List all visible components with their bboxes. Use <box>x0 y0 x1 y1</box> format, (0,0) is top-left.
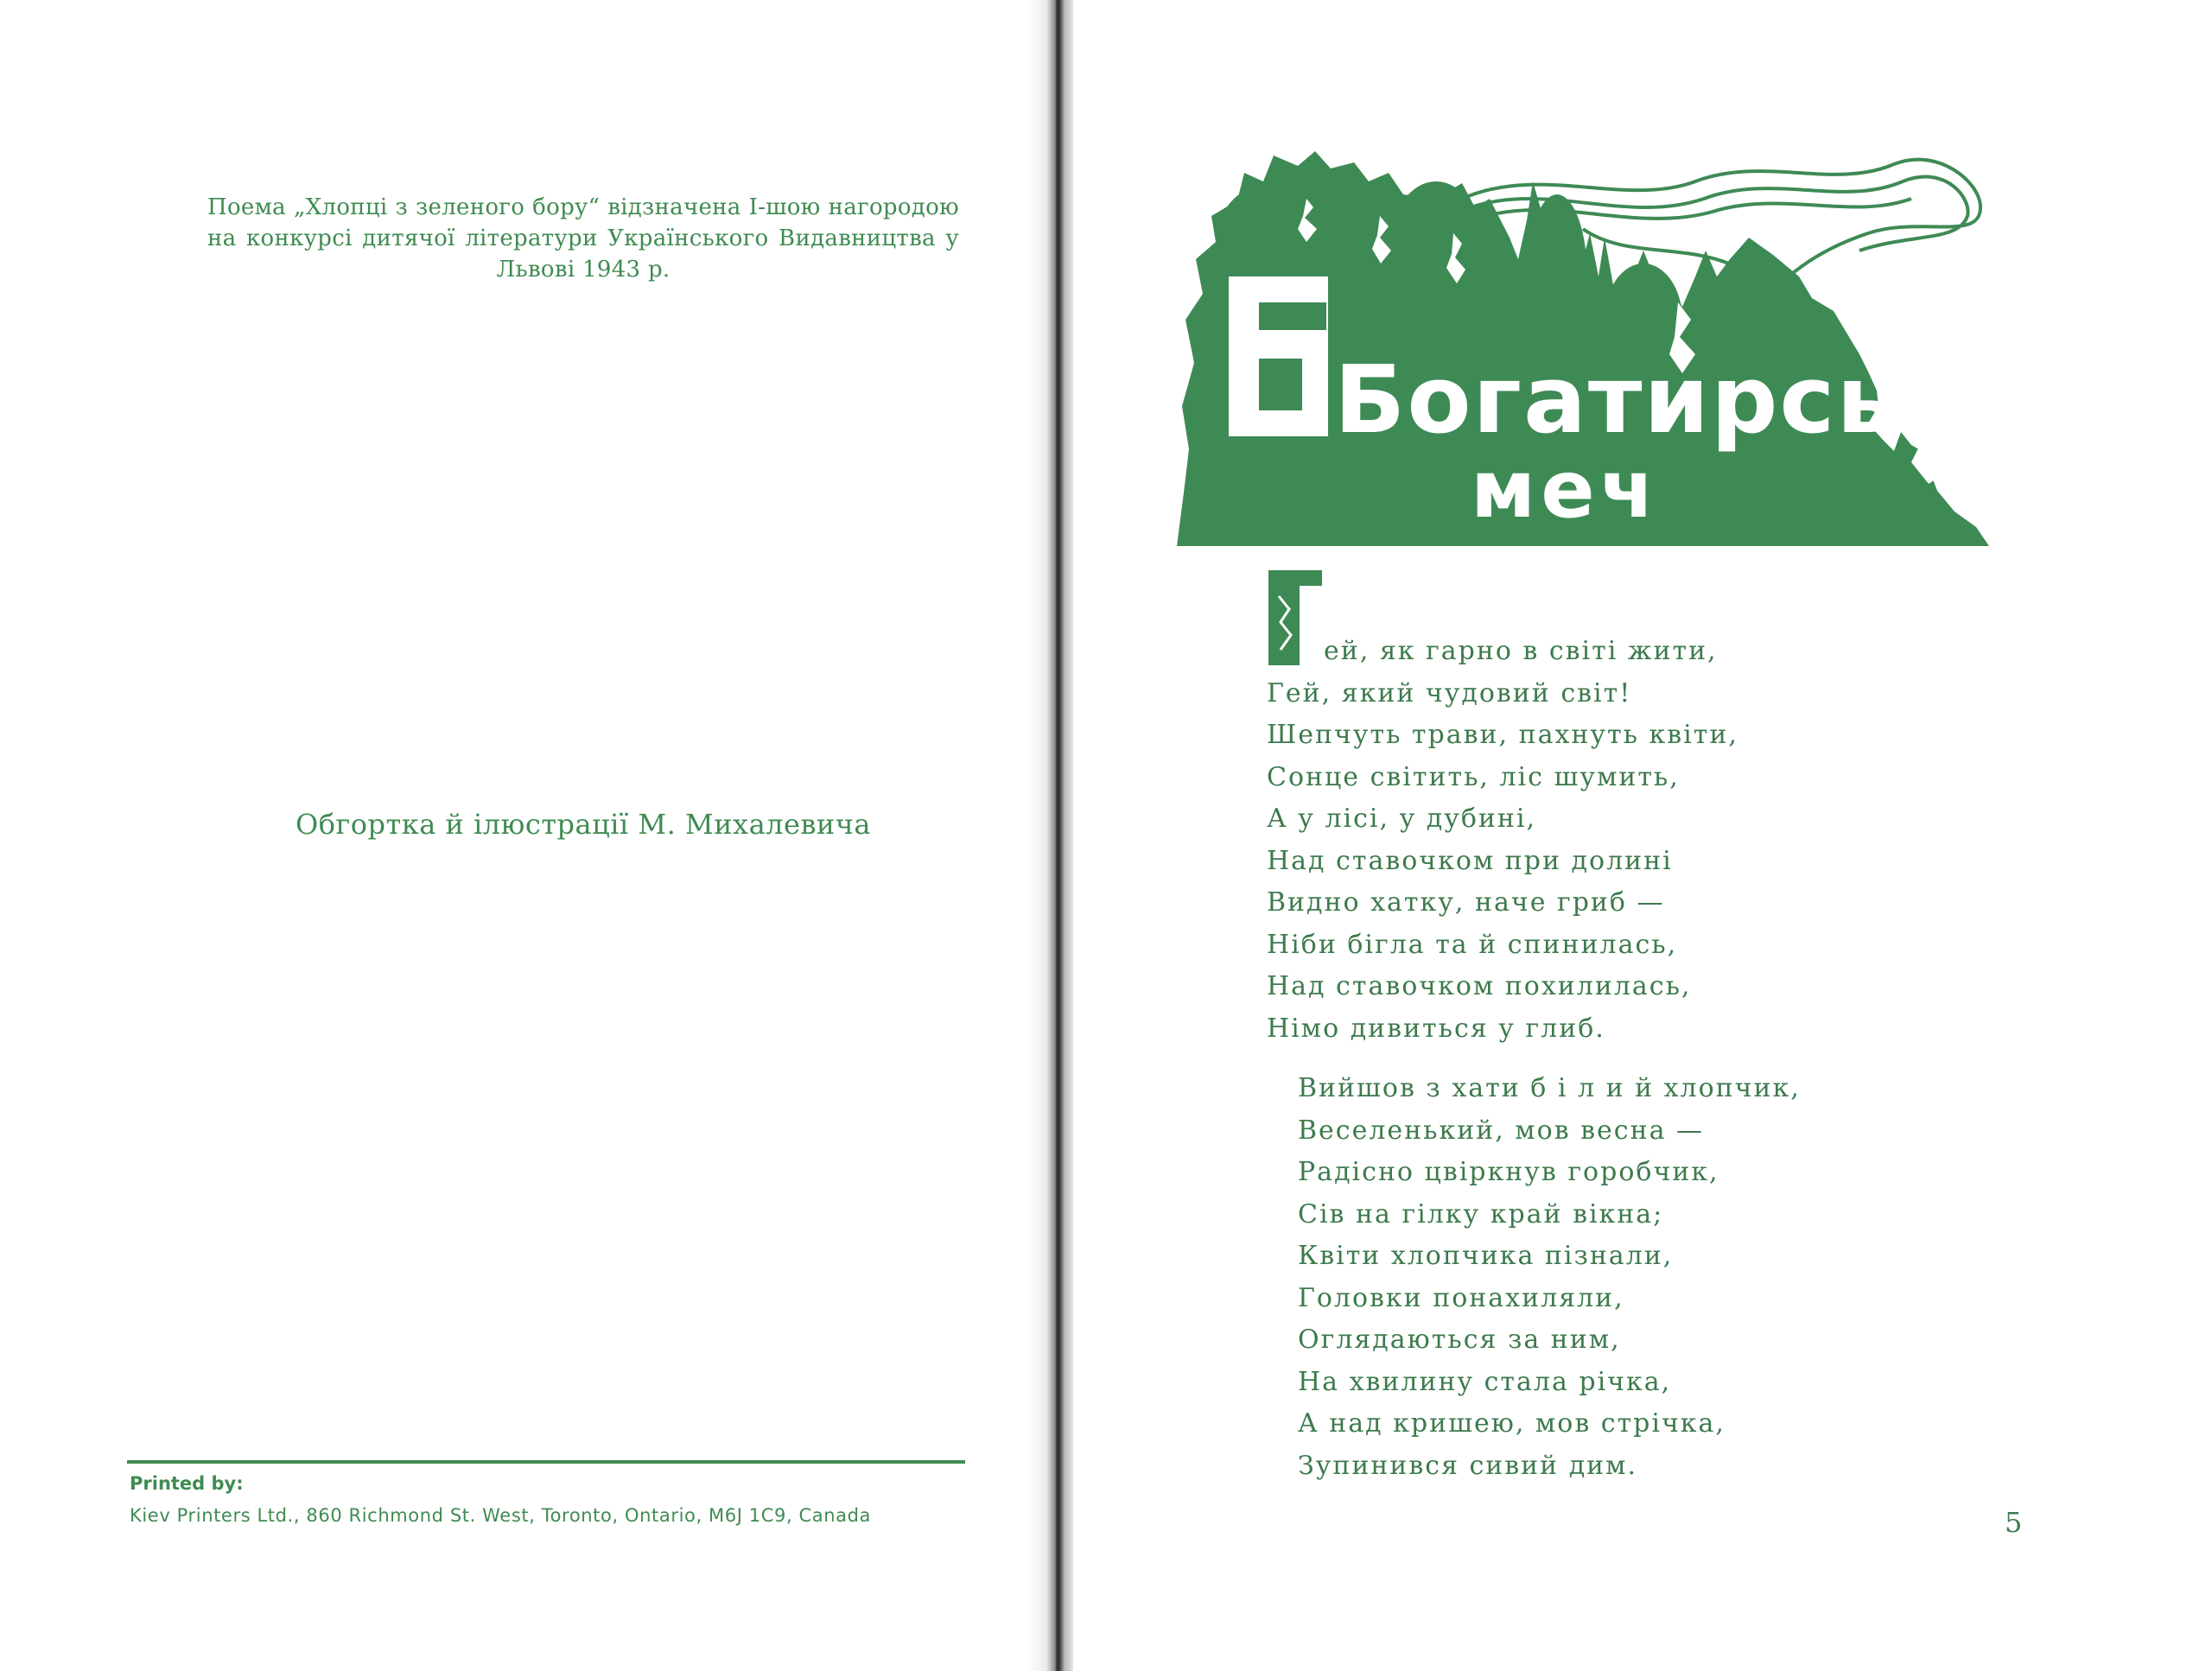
illustrator-credit: Обгортка й ілюстрації М. Михалевича <box>296 808 871 841</box>
page-number: 5 <box>2005 1506 2023 1539</box>
poem-line: Над ставочком при долині <box>1267 845 1673 876</box>
poem-line: Оглядаються за ним, <box>1298 1325 1621 1355</box>
title-line-2: меч <box>1471 443 1660 536</box>
poem-line: Гей, який чудовий світ! <box>1267 677 1632 708</box>
poem-line: На хвилину стала річка, <box>1298 1366 1672 1397</box>
poem-line: Радісно цвіркнув горобчик, <box>1298 1157 1719 1187</box>
award-note: Поема „Хлопці з зеленого бору“ відзначена І-шою нагородою на конкурсі дитячої літератури Українського Видавництва у Львові 1943 р. <box>207 194 959 283</box>
poem-line: А над кришею, мов стрічка, <box>1298 1408 1726 1439</box>
poem-line: Сів на гілку край вікна; <box>1298 1198 1664 1229</box>
poem-line: ей, як гарно в світі жити, <box>1324 636 1718 666</box>
poem-line: Веселенький, мов весна — <box>1298 1115 1704 1146</box>
printer-address: Kiev Printers Ltd., 860 Richmond St. West, Toronto, Ontario, M6J 1C9, Canada <box>130 1505 872 1526</box>
left-page <box>0 0 1052 1671</box>
poem-line: Німо дивиться у глиб. <box>1267 1013 1605 1044</box>
poem-line: А у лісі, у дубині, <box>1267 804 1537 834</box>
poem-line: Зупинився сивий дим. <box>1298 1450 1638 1481</box>
poem-line: Вийшов з хати б і л и й хлопчик, <box>1298 1073 1801 1103</box>
title-illustration <box>1177 147 2097 553</box>
poem-line: Головки понахиляли, <box>1298 1282 1624 1313</box>
poem-line: Квіти хлопчика пізнали, <box>1298 1241 1674 1271</box>
printer-label: Printed by: <box>130 1473 244 1494</box>
poem-line: Видно хатку, наче гриб — <box>1267 887 1665 918</box>
title-line-1: Богатирський <box>1334 346 2097 454</box>
title-initial-block <box>1229 276 1328 436</box>
imprint-divider <box>127 1460 965 1464</box>
poem-stanza-2 <box>1298 1068 1801 1487</box>
poem-line: Сонце світить, ліс шумить, <box>1267 761 1680 792</box>
poem-stanza-1 <box>1267 631 1738 1050</box>
poem-line: Шепчуть трави, пахнуть квіти, <box>1267 720 1738 750</box>
poem-line: Над ставочком похилилась, <box>1267 971 1692 1001</box>
poem-line: Ніби бігла та й спинилась, <box>1267 929 1678 960</box>
